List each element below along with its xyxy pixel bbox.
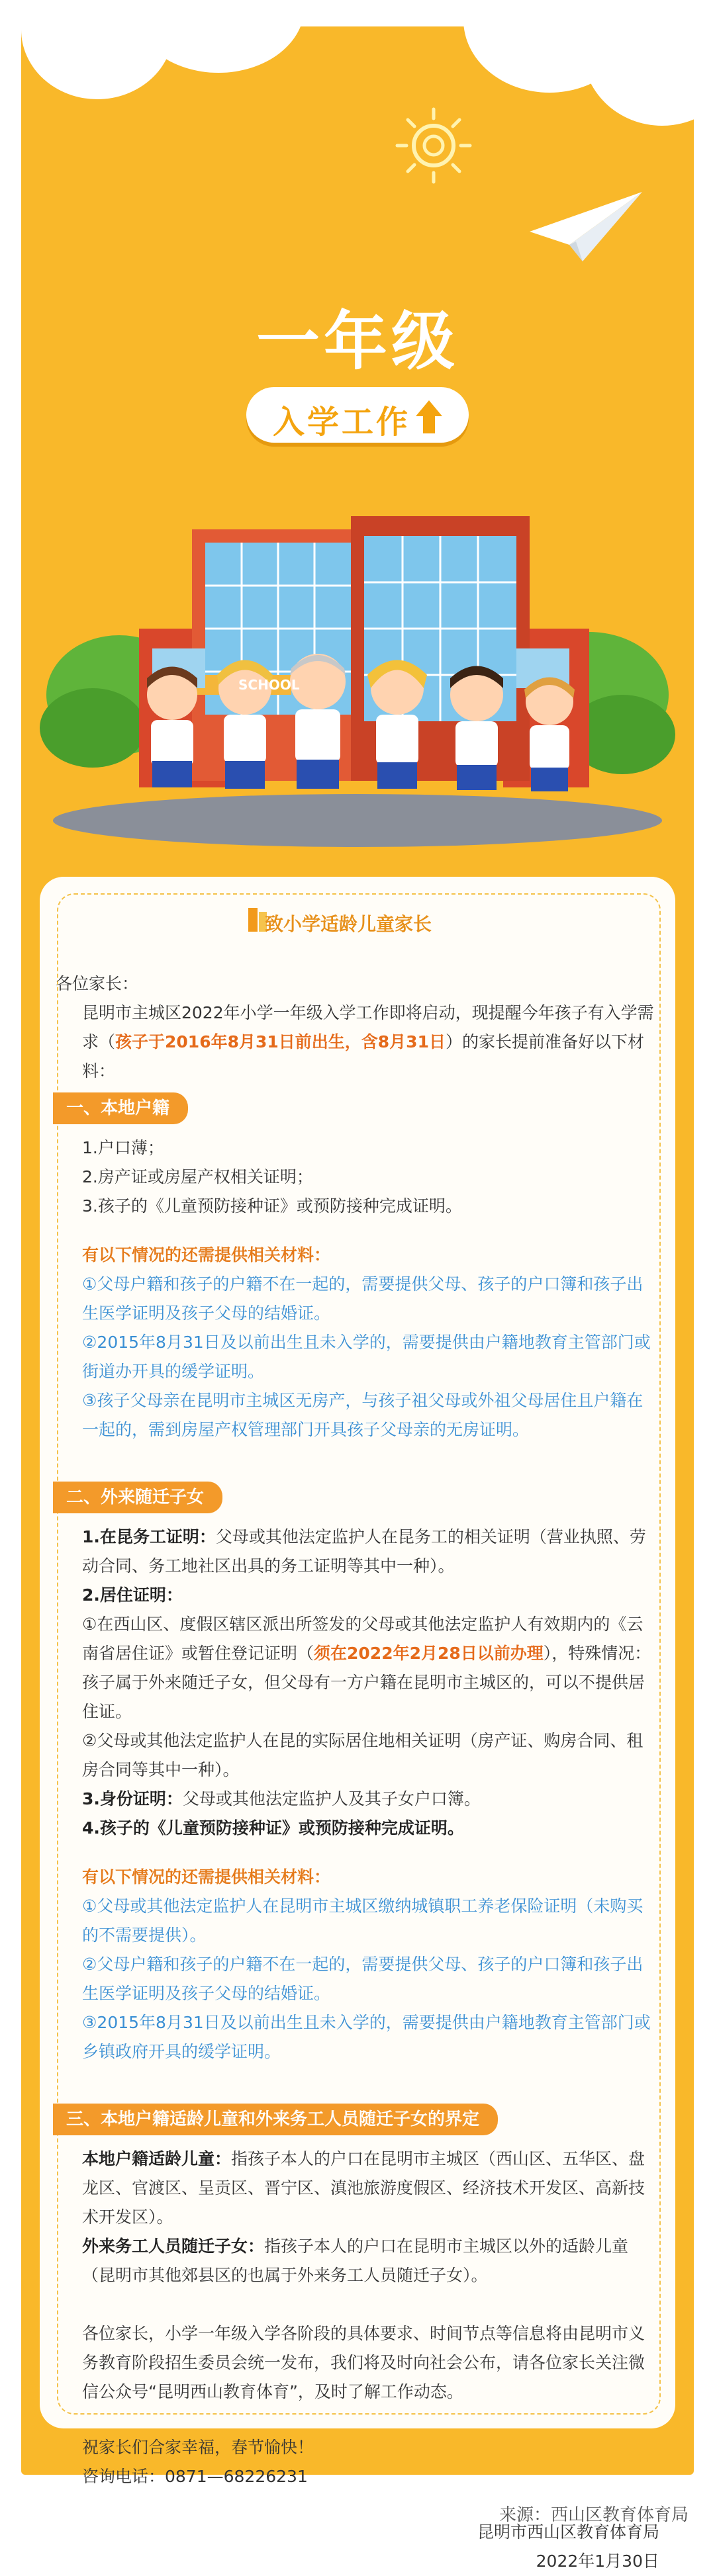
phone-text: 咨询电话：0871—68226231 bbox=[82, 2467, 308, 2486]
subtitle-badge bbox=[246, 387, 469, 443]
extra-item: ②父母户籍和孩子的户籍不在一起的，需要提供父母、孩子的户口簿和孩子出生医学证明及孩子父母的结婚证。 bbox=[82, 1955, 644, 2003]
extra-item: ①父母户籍和孩子的户籍不在一起的，需要提供父母、孩子的户口簿和孩子出生医学证明及孩子父母的结婚证。 bbox=[82, 1274, 644, 1323]
extra-heading: 有以下情况的还需提供相关材料： bbox=[82, 1245, 331, 1265]
definition-local: 本地户籍适龄儿童：指孩子本人的户口在昆明市主城区（西山区、五华区、盘龙区、官渡区、呈贡区、晋宁区、滇池旅游度假区、经济技术开发区、高新技术开发区）。 bbox=[82, 2149, 645, 2227]
extra-heading: 有以下情况的还需提供相关材料： bbox=[82, 1867, 331, 1887]
school-sign: SCHOOL bbox=[238, 677, 300, 693]
arrow-up-icon bbox=[416, 400, 442, 416]
list-item: 2.房产证或房屋产权相关证明； bbox=[82, 1167, 313, 1186]
subtitle-text: 入学工作 bbox=[272, 404, 410, 441]
section2-item: ①在西山区、度假区辖区派出所签发的父母或其他法定监护人有效期内的《云南省居住证》或暂住登记证明（须在2022年2月28日以前办理），特殊情况：孩子属于外来随迁子女，但父母有一方户籍在昆明市主城区的，可以不提供居住证。 bbox=[82, 1615, 651, 1721]
sun-icon bbox=[391, 103, 477, 189]
title-marker-icon bbox=[248, 908, 258, 932]
greeting: 各位家长： bbox=[56, 974, 139, 993]
section-heading: 一、本地户籍 bbox=[53, 1092, 188, 1124]
card-title: 致小学适龄儿童家长 bbox=[265, 913, 432, 935]
notice-body bbox=[56, 969, 659, 2576]
wish-text: 祝家长们合家幸福，春节愉快！ bbox=[82, 2438, 314, 2457]
section2-item: ②父母或其他法定监护人在昆的实际居住地相关证明（房产证、购房合同、租房合同等其中一种）。 bbox=[82, 1731, 644, 1779]
list-item: 3.孩子的《儿童预防接种证》或预防接种完成证明。 bbox=[82, 1196, 462, 1216]
extra-item: ②2015年8月31日及以前出生且未入学的，需要提供由户籍地教育主管部门或街道办开具的缓学证明。 bbox=[82, 1333, 651, 1381]
school-children-illustration bbox=[40, 476, 675, 847]
section2-item: 1.在昆务工证明：父母或其他法定监护人在昆务工的相关证明（营业执照、劳动合同、务工地社区出具的务工证明等其中一种）。 bbox=[82, 1527, 646, 1576]
section-heading: 二、外来随迁子女 bbox=[53, 1482, 222, 1513]
definition-migrant: 外来务工人员随迁子女：指孩子本人的户口在昆明市主城区以外的适龄儿童（昆明市其他郊县区的也属于外来务工人员随迁子女）。 bbox=[82, 2237, 629, 2285]
extra-item: ③2015年8月31日及以前出生且未入学的，需要提供由户籍地教育主管部门或乡镇政府开具的缓学证明。 bbox=[82, 2013, 651, 2061]
section2-item: 4.孩子的《儿童预防接种证》或预防接种完成证明。 bbox=[82, 1818, 464, 1838]
section1-list bbox=[56, 1133, 659, 1221]
extra-item: ③孩子父母亲在昆明市主城区无房产，与孩子祖父母或外祖父母居住且户籍在一起的，需到房屋产权管理部门开具孩子父母亲的无房证明。 bbox=[82, 1391, 644, 1439]
intro-paragraph: 昆明市主城区2022年小学一年级入学工作即将启动，现提醒今年孩子有入学需求（孩子于2016年8月31日前出生，含8月31日）的家长提前准备好以下材料： bbox=[82, 1003, 654, 1081]
extra-item: ①父母或其他法定监护人在昆明市主城区缴纳城镇职工养老保险证明（未购买的不需要提供）。 bbox=[82, 1896, 644, 1945]
organization-name: 昆明市西山区教育体育局 bbox=[477, 2522, 659, 2542]
notice-date: 2022年1月30日 bbox=[536, 2552, 659, 2571]
paper-plane-icon bbox=[530, 192, 642, 265]
section2-item: 3.身份证明：父母或其他法定监护人及其子女户口簿。 bbox=[82, 1789, 481, 1808]
list-item: 1.户口薄； bbox=[82, 1138, 164, 1157]
page-title: 一年级 bbox=[256, 304, 459, 378]
closing-paragraph: 各位家长，小学一年级入学各阶段的具体要求、时间节点等信息将由昆明市义务教育阶段招生委员会统一发布，我们将及时向社会公布，请各位家长关注微信公众号“昆明西山教育体育”，及时了解工作动态。 bbox=[82, 2324, 645, 2401]
section2-item: 2.居住证明： bbox=[82, 1585, 183, 1605]
section-heading: 三、本地户籍适龄儿童和外来务工人员随迁子女的界定 bbox=[53, 2104, 498, 2135]
source-credit: 来源：西山区教育体育局 bbox=[499, 2505, 689, 2525]
